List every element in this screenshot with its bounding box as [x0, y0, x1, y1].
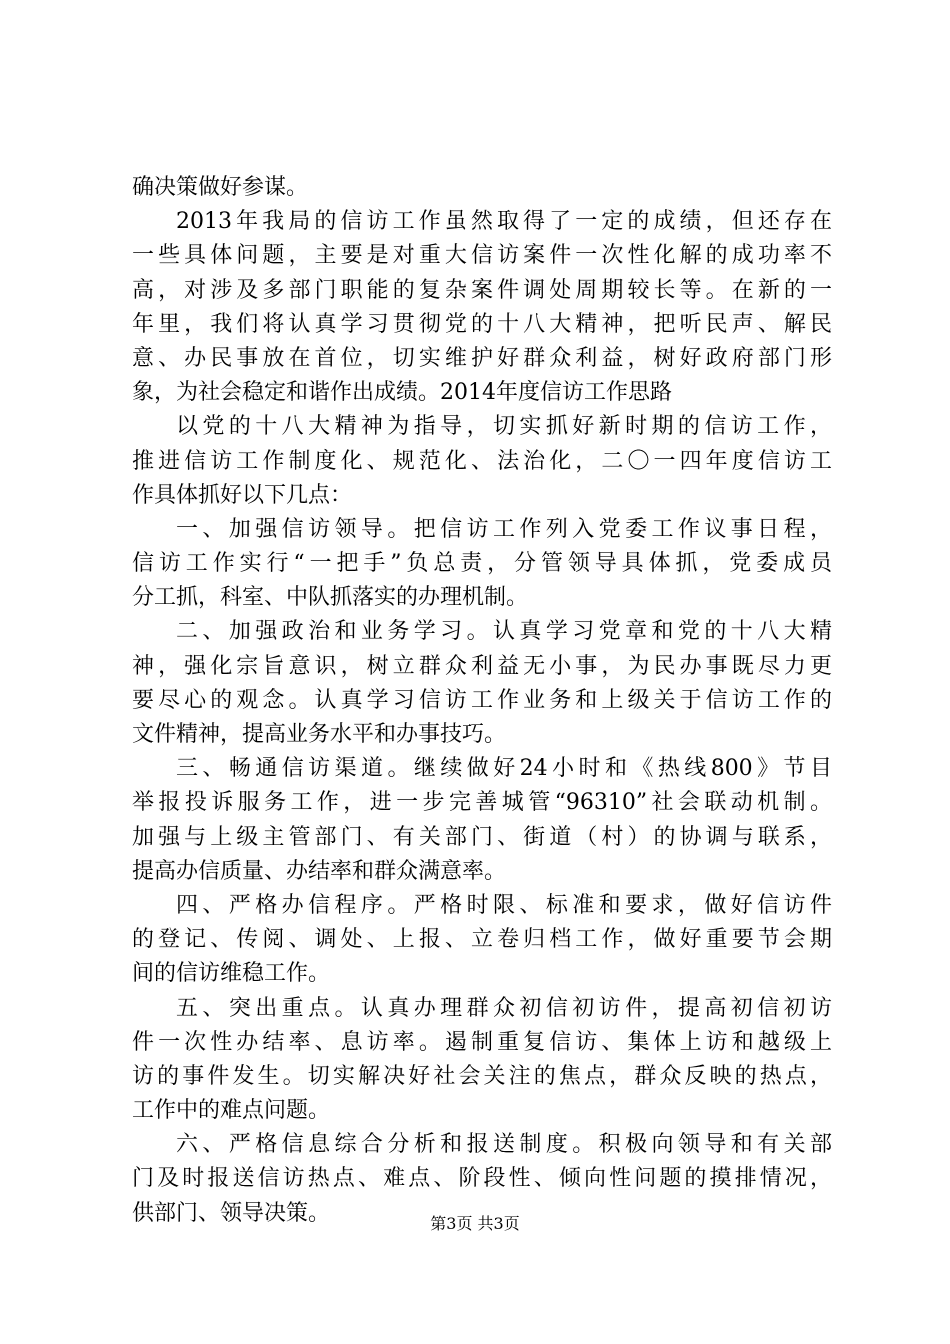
text-line: 六、严格信息综合分析和报送制度。积极向领导和有关部: [176, 1132, 832, 1158]
paragraph: [132, 513, 832, 616]
text-line: 分工抓，科室、中队抓落实的办理机制。: [132, 585, 529, 611]
text-line: 二、加强政治和业务学习。认真学习党章和党的十八大精: [176, 619, 832, 645]
paragraph: [132, 410, 832, 513]
text-line: 推进信访工作制度化、规范化、法治化，二〇一四年度信访工: [132, 448, 832, 474]
text-line: 加强与上级主管部门、有关部门、街道（村）的协调与联系，: [132, 824, 832, 850]
text-line: 信访工作实行“一把手”负总责，分管领导具体抓，党委成员: [132, 551, 832, 577]
paragraph: [132, 615, 832, 752]
text-line: 访的事件发生。切实解决好社会关注的焦点，群众反映的热点，: [132, 1063, 832, 1089]
document-body: [132, 171, 832, 1231]
text-line: 以党的十八大精神为指导，切实抓好新时期的信访工作，: [176, 414, 832, 440]
paragraph: [132, 992, 832, 1129]
text-line: 件一次性办结率、息访率。遏制重复信访、集体上访和越级上: [132, 1029, 832, 1055]
text-line: 作具体抓好以下几点：: [132, 482, 353, 508]
text-line: 门及时报送信访热点、难点、阶段性、倾向性问题的摸排情况，: [132, 1166, 832, 1192]
text-line: 年里，我们将认真学习贯彻党的十八大精神，把听民声、解民: [132, 311, 832, 337]
text-line: 象，为社会稳定和谐作出成绩。2014年度信访工作思路: [132, 380, 672, 406]
text-line: 提高办信质量、办结率和群众满意率。: [132, 858, 507, 884]
text-line: 四、严格办信程序。严格时限、标准和要求，做好信访件: [176, 892, 832, 918]
text-line: 三、畅通信访渠道。继续做好24小时和《热线800》节目: [176, 756, 832, 782]
text-line: 意、办民事放在首位，切实维护好群众利益，树好政府部门形: [132, 345, 832, 371]
text-line: 间的信访维稳工作。: [132, 961, 331, 987]
text-line: 工作中的难点问题。: [132, 1098, 331, 1124]
paragraph: [132, 752, 832, 889]
text-line: 文件精神，提高业务水平和办事技巧。: [132, 722, 507, 747]
text-line: 的登记、传阅、调处、上报、立卷归档工作，做好重要节会期: [132, 927, 832, 953]
page-footer: 第3页 共3页: [430, 1214, 520, 1233]
text-line: 一些具体问题，主要是对重大信访案件一次性化解的成功率不: [132, 243, 832, 269]
text-line: 确决策做好参谋。: [132, 175, 309, 200]
text-line: 供部门、领导决策。: [132, 1200, 331, 1226]
paragraph: [132, 171, 832, 205]
text-line: 2013年我局的信访工作虽然取得了一定的成绩，但还存在: [176, 209, 832, 235]
paragraph: [132, 889, 832, 992]
text-line: 要尽心的观念。认真学习信访工作业务和上级关于信访工作的: [132, 687, 832, 713]
text-line: 高，对涉及多部门职能的复杂案件调处周期较长等。在新的一: [132, 277, 832, 303]
text-line: 五、突出重点。认真办理群众初信初访件，提高初信初访: [176, 995, 832, 1021]
text-line: 举报投诉服务工作，进一步完善城管“96310”社会联动机制。: [132, 790, 832, 816]
text-line: 一、加强信访领导。把信访工作列入党委工作议事日程，: [176, 516, 832, 542]
text-line: 神，强化宗旨意识，树立群众利益无小事，为民办事既尽力更: [132, 653, 832, 679]
paragraph: [132, 205, 832, 410]
